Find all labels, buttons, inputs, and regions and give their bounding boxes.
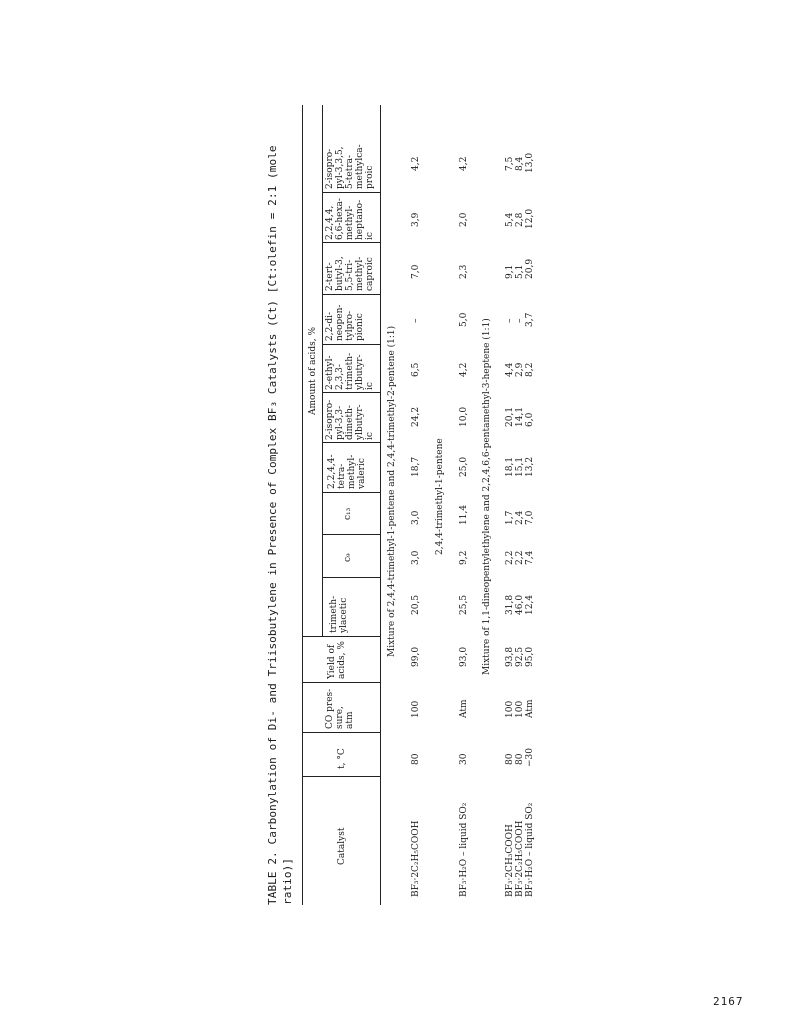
cell-yield: 93,0 — [459, 646, 469, 667]
cell-temp: 80 — [505, 753, 515, 765]
col-rule — [322, 577, 380, 578]
col-rule — [322, 294, 380, 295]
col-rule — [322, 492, 380, 493]
cell-c13: 11,4 — [459, 504, 469, 525]
cell-dineo: 5,0 — [459, 312, 469, 327]
page-number: 2167 — [713, 995, 744, 1008]
cell-pressure: 100 — [515, 700, 525, 718]
cell-ipr2: 8,4 — [515, 156, 525, 171]
cell-tmv: 25,0 — [459, 456, 469, 477]
cell-yield: 93,8 — [505, 646, 515, 667]
section-title: Mixture of 1,1-dineopentylethylene and 2,2,4,6,6-pentamethyl-3-heptene (1:1) — [482, 318, 492, 675]
col-rule — [302, 636, 380, 637]
cell-catalyst: BF₃·2CH₃COOH — [505, 824, 515, 897]
cell-c13: 7,0 — [525, 510, 535, 525]
cell-hexa: 2,8 — [515, 212, 525, 227]
cell-tmv: 13,2 — [525, 456, 535, 477]
cell-ethyl: 2,9 — [515, 362, 525, 377]
col-rule — [322, 344, 380, 345]
cell-yield: 99,0 — [411, 646, 421, 667]
header-catalyst: Catalyst — [337, 827, 347, 865]
cell-ethyl: 6,5 — [411, 362, 421, 377]
cell-ipr2: 7,5 — [505, 156, 515, 171]
header-amount-group: Amount of acids, % — [308, 326, 318, 415]
cell-c9: 2,2 — [515, 550, 525, 565]
cell-temp: 80 — [411, 753, 421, 765]
cell-pressure: Atm — [459, 699, 469, 718]
cell-dineo: – — [411, 318, 421, 323]
cell-dineo: 3,7 — [525, 312, 535, 327]
cell-yield: 95,0 — [525, 646, 535, 667]
cell-hexa: 3,9 — [411, 212, 421, 227]
cell-c13: 3,0 — [411, 510, 421, 525]
cell-dineo: – — [505, 318, 515, 323]
cell-trimeth: 46,0 — [515, 594, 525, 615]
cell-hexa: 5,4 — [505, 212, 515, 227]
cell-ipr: 20,1 — [505, 406, 515, 427]
header-tetramethylvaleric: 2,2,4,4- tetra- methyl- valeric — [327, 454, 367, 489]
cell-temp: −30 — [525, 748, 535, 767]
rotated-table-block — [265, 105, 545, 905]
col-rule — [322, 534, 380, 535]
cell-tbu: 20,9 — [525, 258, 535, 279]
cell-ipr: 14,1 — [515, 406, 525, 427]
cell-catalyst: BF₃·H₂O – liquid SO₂ — [525, 802, 535, 897]
header-c9: c₉ — [343, 553, 353, 562]
cell-tbu: 9,1 — [505, 264, 515, 279]
cell-c13: 1,7 — [505, 510, 515, 525]
header-yield: Yield of acids, % — [327, 641, 347, 679]
cell-tbu: 5,1 — [515, 264, 525, 279]
cell-pressure: Atm — [525, 699, 535, 718]
col-rule — [302, 682, 380, 683]
cell-c13: 2,4 — [515, 510, 525, 525]
cell-tmv: 18,7 — [411, 456, 421, 477]
cell-catalyst: BF₃·2C₂H₅COOH — [411, 820, 421, 897]
cell-ipr: 6,0 — [525, 412, 535, 427]
header-c13: c₁₃ — [343, 507, 353, 520]
header-tertbutyl-caproic: 2-tert- butyl-3, 5,5-tri- methyl- caproic — [325, 256, 375, 291]
header-temp: t, °C — [337, 748, 347, 769]
cell-yield: 92,5 — [515, 646, 525, 667]
col-rule — [322, 442, 380, 443]
header-dineopentylpropionic: 2,2-di- neopen- tylpro- pionic — [325, 304, 365, 341]
cell-tmv: 18,1 — [505, 456, 515, 477]
cell-dineo: – — [515, 318, 525, 323]
cell-trimeth: 25,5 — [459, 594, 469, 615]
cell-ipr2: 4,2 — [459, 156, 469, 171]
cell-hexa: 2,0 — [459, 212, 469, 227]
cell-c9: 3,0 — [411, 550, 421, 565]
cell-catalyst: BF₃·2C₂H₅COOH — [515, 820, 525, 897]
table-caption: TABLE 2. Carbonylation of Di- and Triisobutylene in Presence of Complex BF₃ Catalysts (Ct) [Ct:olefin = 2:1 (mole ratio)] — [266, 145, 294, 905]
cell-tmv: 15,1 — [515, 456, 525, 477]
col-rule — [302, 732, 380, 733]
cell-ipr: 24,2 — [411, 406, 421, 427]
col-rule — [302, 776, 380, 777]
col-rule — [322, 192, 380, 193]
cell-tbu: 2,3 — [459, 264, 469, 279]
cell-c9: 9,2 — [459, 550, 469, 565]
col-rule — [322, 242, 380, 243]
cell-temp: 80 — [515, 753, 525, 765]
header-isopropyl-tetramethylcaproic: 2-isopro- pyl-3,3,5, 5-tetra- methylca- proic — [325, 144, 375, 189]
cell-pressure: 100 — [505, 700, 515, 718]
cell-temp: 30 — [459, 753, 469, 765]
col-rule — [322, 392, 380, 393]
cell-trimeth: 31,8 — [505, 594, 515, 615]
cell-catalyst: BF₃·H₂O – liquid SO₂ — [459, 802, 469, 897]
cell-ipr2: 4,2 — [411, 156, 421, 171]
header-pressure: CO pres- sure, atm — [325, 688, 355, 729]
cell-tbu: 7,0 — [411, 264, 421, 279]
group-header-rule — [322, 105, 323, 637]
cell-ipr: 10,0 — [459, 406, 469, 427]
section-title: Mixture of 2,4,4-trimethyl-1-pentene and 2,4,4-trimethyl-2-pentene (1:1) — [387, 325, 397, 657]
top-rule — [302, 105, 303, 905]
cell-ethyl: 4,2 — [459, 362, 469, 377]
header-bottom-rule — [380, 105, 381, 905]
cell-trimeth: 12,4 — [525, 594, 535, 615]
section-title: 2,4,4-trimethyl-1-pentene — [435, 438, 445, 555]
header-hexamethylheptanoic: 2,2,4,4, 6,6-hexa- methyl- heptano- ic — [325, 198, 375, 240]
header-isopropyl-dimethylbutyric: 2-isopro- pyl-3,3- dimeth- ylbutyr- ic — [325, 399, 375, 440]
cell-pressure: 100 — [411, 700, 421, 718]
cell-c9: 7,4 — [525, 550, 535, 565]
cell-trimeth: 20,5 — [411, 594, 421, 615]
cell-ethyl: 4,4 — [505, 362, 515, 377]
cell-hexa: 12,0 — [525, 208, 535, 229]
header-ethyl-trimethylbutyric: 2-ethyl- 2,3,3- trimeth- ylbutyr- ic — [325, 352, 375, 390]
header-trimethylacetic: trimeth- ylacetic — [329, 595, 349, 633]
cell-ethyl: 8,2 — [525, 362, 535, 377]
cell-ipr2: 13,0 — [525, 152, 535, 173]
cell-c9: 2,2 — [505, 550, 515, 565]
